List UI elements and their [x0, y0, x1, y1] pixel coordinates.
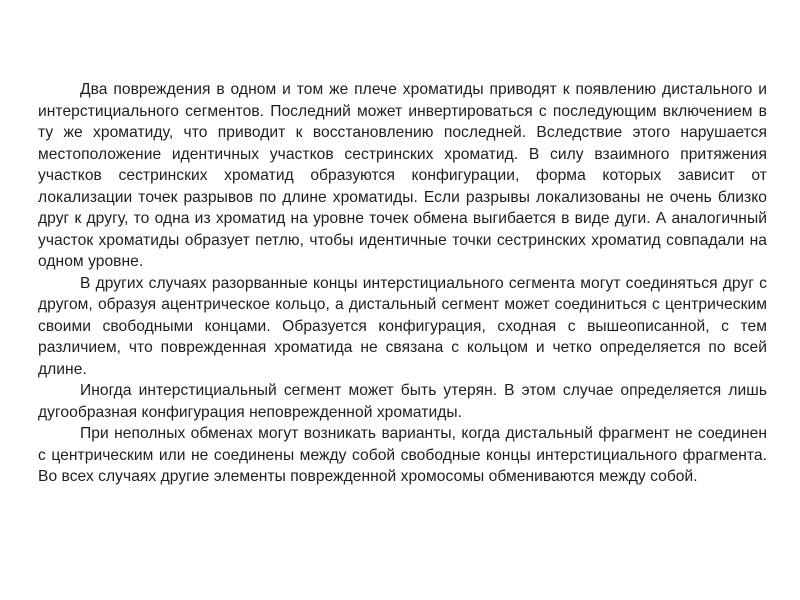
paragraph: При неполных обменах могут возникать варианты, когда дистальный фрагмент не соединен с центрическим или не соединены между собой свободные концы интерстициального фрагмента. Во всех случаях другие элементы поврежденной хромосомы обмениваются между собой.	[38, 425, 767, 485]
text-body	[38, 79, 767, 488]
paragraph: Два повреждения в одном и том же плече хроматиды приводят к появлению дистального и интерстициального сегментов. Последний может инвертироваться с последующим включением в ту же хроматиду, что приводит к восстановлению последней. Вследствие этого нарушается местоположение идентичных участков сестринских хроматид. В силу взаимного притяжения участков сестринских хроматид образуются конфигурации, форма которых зависит от локализации точек разрывов по длине хроматиды. Если разрывы локализованы не очень близко друг к другу, то одна из хроматид на уровне точек обмена выгибается в виде дуги. А аналогичный участок хроматиды образует петлю, чтобы идентичные точки сестринских хроматид совпадали на одном уровне.	[38, 81, 767, 270]
paragraph: В других случаях разорванные концы интерстициального сегмента могут соединяться друг с другом, образуя ацентрическое кольцо, а дистальный сегмент может соединиться с центрическим своими свободными концами. Образуется конфигурация, сходная с вышеописанной, с тем различием, что поврежденная хроматида не связана с кольцом и четко определяется по всей длине.	[38, 274, 767, 378]
paragraph: Иногда интерстициальный сегмент может быть утерян. В этом случае определяется лишь дугообразная конфигурация неповрежденной хроматиды.	[38, 382, 767, 421]
